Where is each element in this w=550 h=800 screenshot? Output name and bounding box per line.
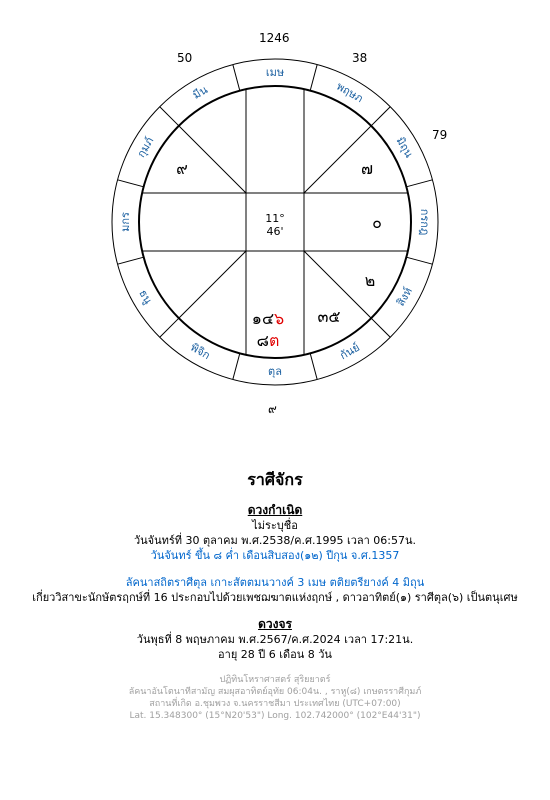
- house-label: กันย์: [337, 340, 362, 363]
- footer-coords: Lat. 15.348300° (15°N20'53") Long. 102.742000° (102°E44'31"): [129, 711, 421, 721]
- house-label: มีน: [190, 83, 210, 102]
- ring-divider: [118, 180, 144, 187]
- planet-tul-line2: [257, 331, 280, 350]
- outer-number-top-left: 50: [177, 51, 193, 65]
- planet-mithun: ๙: [176, 159, 188, 178]
- ring-divider: [406, 257, 432, 264]
- ring-divider: [160, 107, 179, 126]
- person-name: ไม่ระบุชื่อ: [252, 519, 298, 532]
- house-label: มิถุน: [393, 134, 416, 160]
- center-minute: 46': [266, 225, 284, 238]
- house-label: พิจิก: [188, 340, 213, 363]
- ring-divider: [118, 257, 144, 264]
- ring-divider: [160, 318, 179, 337]
- ring-divider: [310, 65, 317, 91]
- age-text: อายุ 28 ปี 6 เดือน 8 วัน: [218, 648, 332, 661]
- house-label: สิงห์: [394, 285, 415, 309]
- planet-dhanu: ๒: [364, 271, 376, 290]
- outer-number-bottom: ๙: [268, 402, 277, 416]
- house-label: กุมภ์: [134, 134, 157, 160]
- ring-divider: [406, 180, 432, 187]
- footer-lagna: ลัคนาอันโตนาทีสามัญ สมผุสอาทิตย์อุทัย 06:04น. , ราหู(๘) เกษตรราศีกุมภ์: [128, 687, 422, 697]
- center-degree: 11°: [265, 212, 285, 225]
- house-label: ตุล: [268, 365, 282, 378]
- birth-header: ดวงกำเนิด: [247, 503, 303, 517]
- lunar-date: วันจันทร์ ขึ้น ๘ ค่ำ เดือนสิบสอง(๑๒) ปีกุน จ.ศ.1357: [150, 549, 400, 562]
- house-label: มกร: [119, 212, 132, 232]
- ring-divider: [371, 318, 390, 337]
- planet-makara: ๐: [372, 213, 382, 232]
- outer-number-right: 79: [432, 128, 448, 142]
- house-label: กรกฎ: [418, 208, 431, 236]
- footer-place: สถานที่เกิด อ.ชุมพวง จ.นครราชสีมา ประเทศไทย (UTC+07:00): [149, 699, 401, 709]
- planet-tul-line2-red: ต: [268, 331, 280, 350]
- nakshatra-text: เกี่ยววิสาขะนักษัตรฤกษ์ที่ 16 ประกอบไปด้วยเพชฌฆาตแห่งฤกษ์ , ดาวอาทิตย์(๑) ราศีตุล(๖) เป็นตนุเศษ: [32, 591, 518, 604]
- planet-tul-line1: [252, 309, 284, 328]
- birth-date: วันจันทร์ที่ 30 ตุลาคม พ.ศ.2538/ค.ศ.1995 เวลา 06:57น.: [133, 534, 417, 547]
- transit-header: ดวงจร: [258, 617, 292, 631]
- house-label: ธนู: [136, 287, 155, 307]
- planet-tul-line1-black: ๑๔: [251, 309, 275, 328]
- planet-tul-line2-black: ๘: [256, 331, 269, 350]
- house-label: เมษ: [265, 66, 285, 79]
- info-panel: [0, 468, 550, 722]
- planet-pichik: ๓๕: [317, 307, 341, 326]
- ring-divider: [233, 353, 240, 379]
- ring-divider: [310, 353, 317, 379]
- planet-tul-line1-red: ๖: [274, 309, 285, 328]
- transit-date: วันพุธที่ 8 พฤษภาคม พ.ศ.2567/ค.ศ.2024 เวลา 17:21น.: [136, 633, 414, 646]
- outer-number-top-right: 38: [352, 51, 368, 65]
- lagna-text: ลัคนาสถิตราศีตุล เกาะสัตตมนวางค์ 3 เมษ ตติยตรียางค์ 4 มิถุน: [125, 576, 425, 589]
- footer-calendar: ปฏิทินโหราศาสตร์ สุริยยาตร์: [219, 675, 331, 685]
- ring-divider: [371, 107, 390, 126]
- page-title: ราศีจักร: [247, 470, 303, 489]
- house-label: พฤษภ: [334, 79, 366, 106]
- outer-number-top: 1246: [259, 31, 290, 45]
- planet-kumbh: ๗: [360, 159, 374, 178]
- ring-divider: [233, 65, 240, 91]
